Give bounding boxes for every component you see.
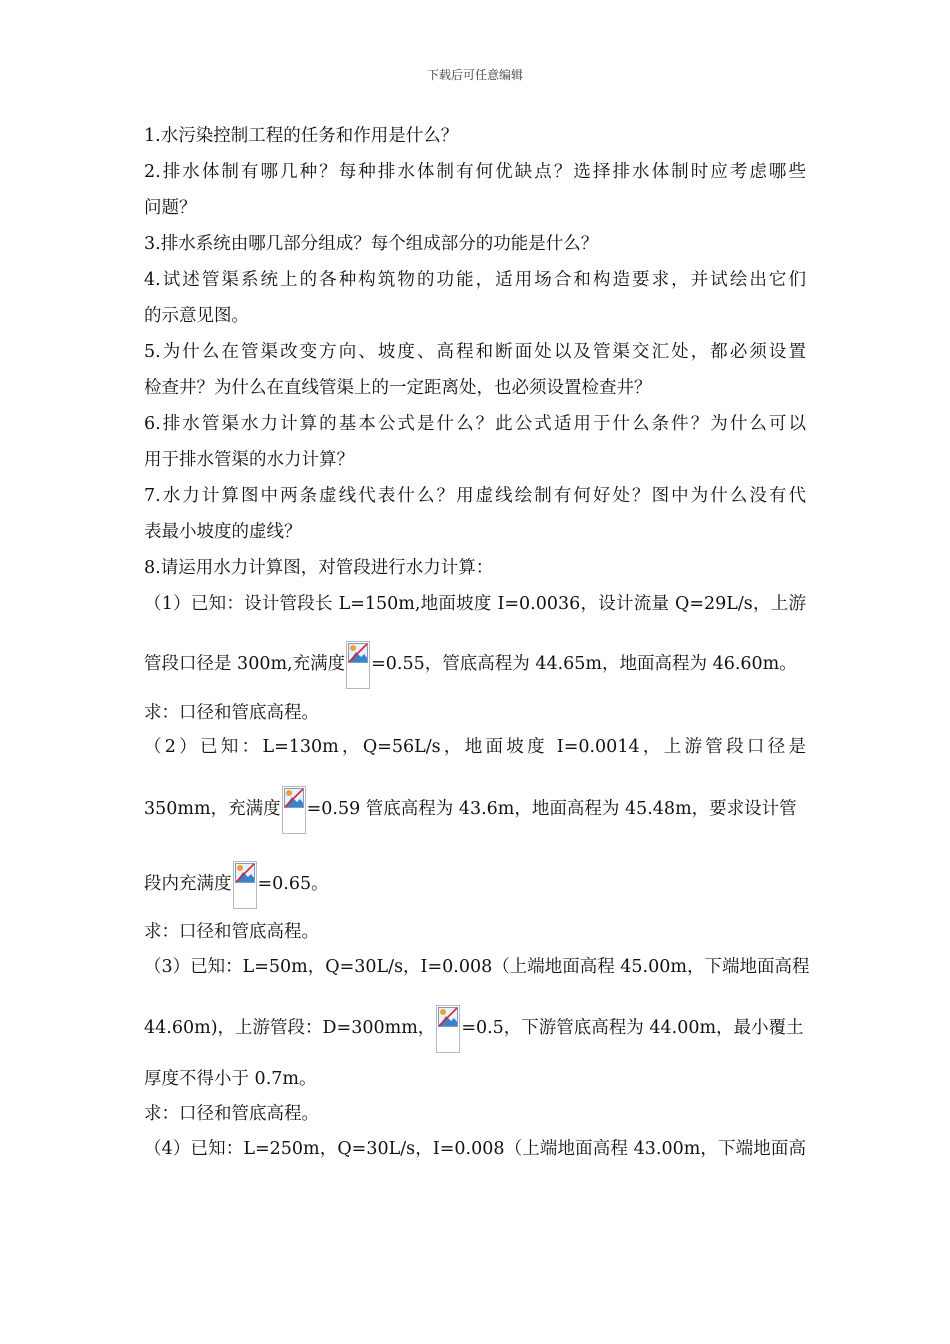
subq-3-line-1: （3）已知：L=50m，Q=30L/s，I=0.008（上端地面高程 45.00m，下端地面高程: [144, 957, 810, 977]
text-segment: 管段口径是 300m,充满度: [144, 654, 346, 674]
question-7-line-2: 表最小坡度的虚线？: [144, 522, 302, 542]
subq-2-ask: 求：口径和管底高程。: [144, 922, 319, 942]
question-6-line-2: 用于排水管渠的水力计算？: [144, 450, 354, 470]
subq-2-line-2: [144, 785, 797, 834]
subq-1-line-1: （1）已知：设计管段长 L=150m,地面坡度 I=0.0036，设计流量 Q=29L/s，上游: [144, 594, 806, 614]
text-segment: 350mm，充满度: [144, 799, 281, 819]
text-segment: 44.60m)，上游管段：D=300mm，: [144, 1018, 436, 1038]
subq-3-line-3: 厚度不得小于 0.7m。: [144, 1069, 317, 1089]
subq-3-line-2: [144, 1004, 804, 1053]
text-segment: 段内充满度: [144, 874, 232, 894]
subq-2-line-3: [144, 860, 329, 909]
text-segment: =0.55，管底高程为 44.65m，地面高程为 46.60m。: [371, 654, 797, 674]
question-8: 8.请运用水力计算图，对管段进行水力计算：: [144, 558, 494, 578]
page-header: 下载后可任意编辑: [426, 68, 523, 82]
question-6-line-1: 6.排水管渠水力计算的基本公式是什么？此公式适用于什么条件？为什么可以: [144, 414, 806, 434]
broken-image-icon: [282, 786, 306, 834]
subq-3-ask: 求：口径和管底高程。: [144, 1104, 319, 1124]
question-3: 3.排水系统由哪几部分组成？每个组成部分的功能是什么？: [144, 234, 599, 254]
subq-2-line-1: （2）已知：L=130m，Q=56L/s，地面坡度 I=0.0014，上游管段口径是: [144, 737, 806, 757]
broken-image-icon: [346, 641, 370, 689]
question-1: 1.水污染控制工程的任务和作用是什么？: [144, 126, 459, 146]
question-2-line-2: 问题？: [144, 198, 197, 218]
question-5-line-2: 检查井？为什么在直线管渠上的一定距离处，也必须设置检查井？: [144, 378, 652, 398]
text-segment: =0.65。: [257, 874, 329, 894]
subq-1-ask: 求：口径和管底高程。: [144, 703, 319, 723]
question-7-line-1: 7.水力计算图中两条虚线代表什么？用虚线绘制有何好处？图中为什么没有代: [144, 486, 806, 506]
question-2-line-1: 2.排水体制有哪几种？每种排水体制有何优缺点？选择排水体制时应考虑哪些: [144, 162, 806, 182]
broken-image-icon: [233, 861, 257, 909]
question-4-line-2: 的示意见图。: [144, 306, 249, 326]
subq-4-line-1: （4）已知：L=250m，Q=30L/s，I=0.008（上端地面高程 43.00m，下端地面高: [144, 1139, 806, 1159]
question-4-line-1: 4.试述管渠系统上的各种构筑物的功能，适用场合和构造要求，并试绘出它们: [144, 270, 806, 290]
text-segment: =0.59 管底高程为 43.6m，地面高程为 45.48m，要求设计管: [306, 799, 797, 819]
question-5-line-1: 5.为什么在管渠改变方向、坡度、高程和断面处以及管渠交汇处，都必须设置: [144, 342, 806, 362]
broken-image-icon: [436, 1005, 460, 1053]
text-segment: =0.5，下游管底高程为 44.00m，最小覆土: [461, 1018, 804, 1038]
subq-1-line-2: [144, 640, 797, 689]
